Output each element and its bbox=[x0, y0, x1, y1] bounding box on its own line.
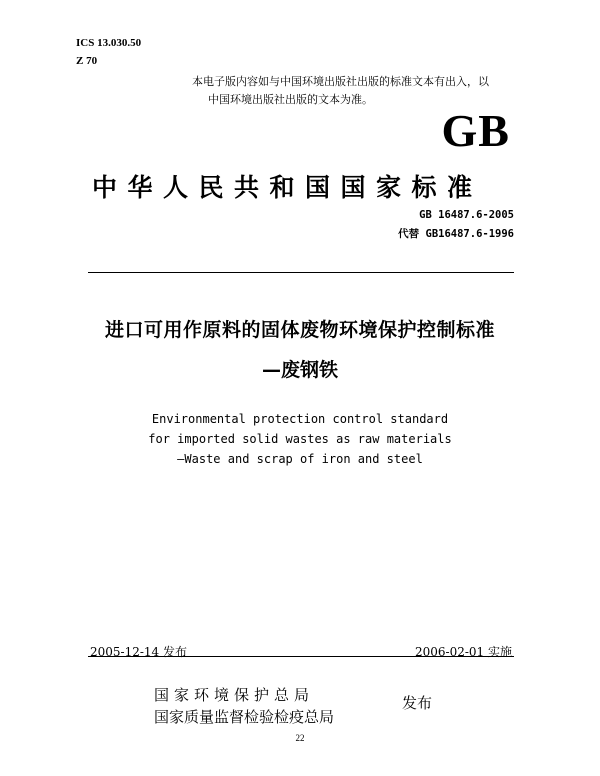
title-english-line-2: for imported solid wastes as raw materials bbox=[148, 432, 452, 446]
page-number: 22 bbox=[295, 733, 305, 743]
release-label: 发布 bbox=[402, 694, 433, 712]
title-chinese: 进口可用作原料的固体废物环境保护控制标准 bbox=[104, 319, 495, 341]
issue-date: 2005-12-14 发布 bbox=[90, 645, 188, 659]
issuer-line-2: 国家质量监督检验检疫总局 bbox=[154, 708, 335, 726]
subtitle-chinese: —废钢铁 bbox=[261, 359, 338, 381]
bottom-divider bbox=[88, 656, 514, 657]
ics-code: ICS 13.030.50 bbox=[76, 37, 142, 49]
notice-line-1: 本电子版内容如与中国环境出版社出版的标准文本有出入，以 bbox=[192, 75, 489, 88]
top-divider bbox=[88, 272, 514, 273]
classification-code: Z 70 bbox=[76, 55, 98, 67]
implementation-date: 2006-02-01 实施 bbox=[414, 645, 512, 659]
title-english-line-3: —Waste and scrap of iron and steel bbox=[177, 452, 423, 466]
title-english-line-1: Environmental protection control standard bbox=[151, 412, 449, 426]
replaces-standard: 代替 GB16487.6-1996 bbox=[398, 228, 514, 240]
issuer-line-1: 国家环境保护总局 bbox=[154, 686, 315, 704]
standard-number: GB 16487.6-2005 bbox=[419, 209, 514, 221]
gb-mark: GB bbox=[441, 105, 510, 156]
notice-line-2: 中国环境出版社出版的文本为准。 bbox=[208, 93, 373, 106]
national-standard-heading: 中华人民共和国国家标准 bbox=[92, 173, 483, 202]
